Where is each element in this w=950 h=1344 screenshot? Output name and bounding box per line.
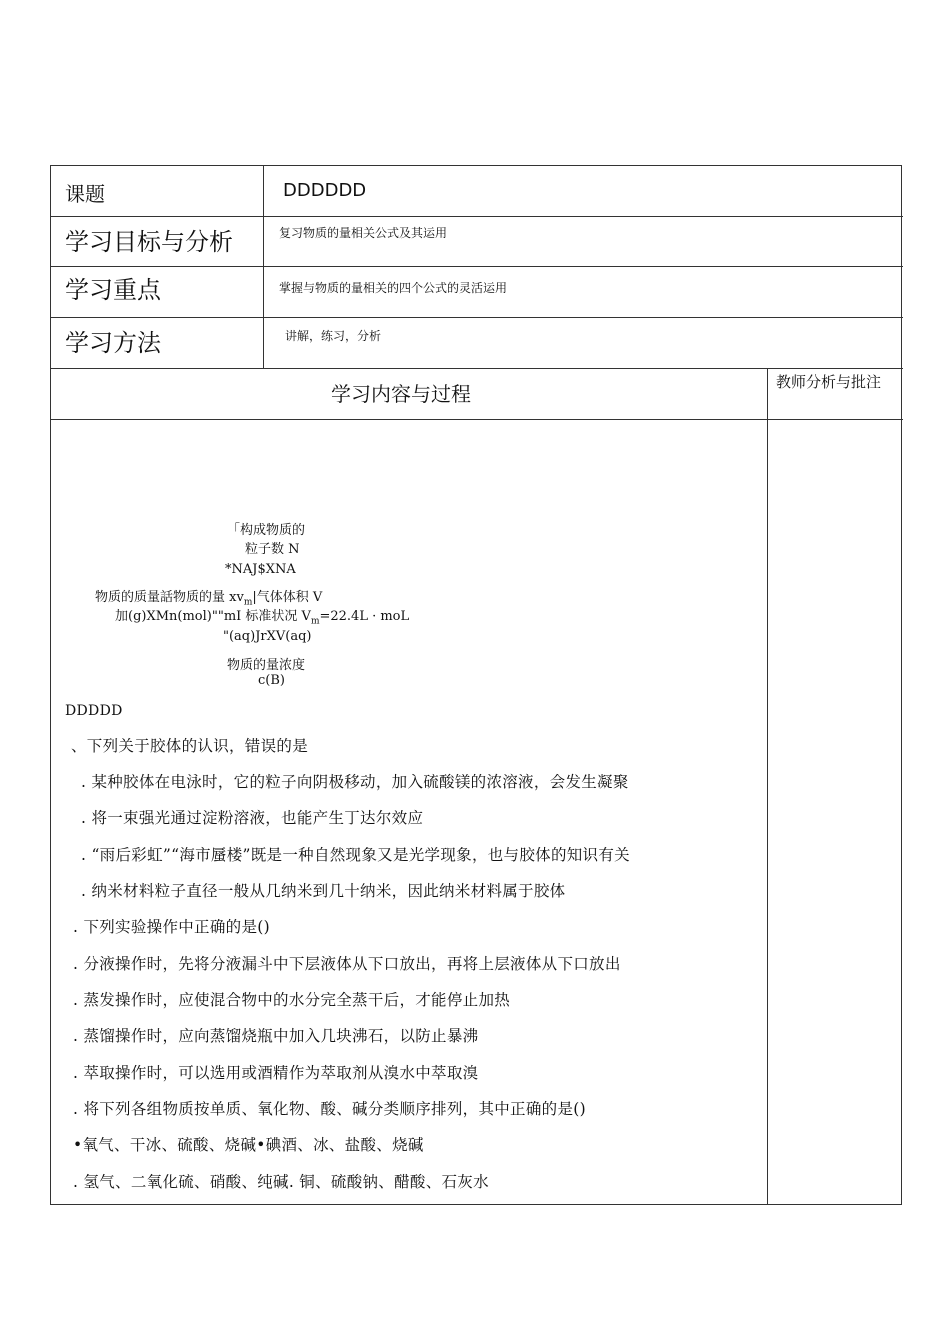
question-line: . 氢气、二氧化硫、硝酸、纯碱. 铜、硫酸钠、醋酸、石灰水	[73, 1173, 489, 1191]
question-line: •氧气、干冰、硫酸、烧碱•碘酒、冰、盐酸、烧碱	[73, 1136, 424, 1154]
method-label: 学习方法	[65, 329, 161, 357]
question-line: 、下列关于胶体的认识，错误的是	[71, 737, 309, 755]
diagram-line: "(aq)JrXV(aq)	[223, 629, 312, 644]
question-line: . 纳米材料粒子直径一般从几纳米到几十纳米，因此纳米材料属于胶体	[81, 882, 566, 900]
question-line: . 分液操作时，先将分液漏斗中下层液体从下口放出，再将上层液体从下口放出	[73, 955, 621, 973]
teacher-header: 教师分析与批注	[776, 373, 882, 391]
row-divider	[51, 419, 903, 420]
question-line: . 蒸发操作时，应使混合物中的水分完全蒸干后，才能停止加热	[73, 991, 511, 1009]
column-divider	[767, 368, 768, 1204]
row-divider	[51, 317, 903, 318]
section-title: DDDDD	[65, 703, 123, 719]
diagram-line: 物质的质量話物质的量 $xv_m|$气体体积 V	[95, 590, 323, 608]
diagram-line: 加(g)XMn(mol)""mI 标准状况 $V_m=22.4L$ · moL	[115, 609, 410, 627]
row-divider	[51, 266, 903, 267]
column-divider	[263, 166, 264, 368]
method-value: 讲解，练习，分析	[285, 329, 382, 343]
question-line: . “雨后彩虹”“海市蜃楼”既是一种自然现象又是光学现象，也与胶体的知识有关	[81, 846, 630, 864]
diagram-line: 「构成物质的	[227, 523, 306, 538]
question-line: . 蒸馏操作时，应向蒸馏烧瓶中加入几块沸石，以防止暴沸	[73, 1027, 479, 1045]
goals-value: 复习物质的量相关公式及其运用	[279, 226, 448, 240]
lesson-plan-table	[50, 165, 902, 1205]
question-line: . 萃取操作时，可以选用或酒精作为萃取剂从溴水中萃取溴	[73, 1064, 479, 1082]
topic-value: DDDDDD	[283, 180, 367, 201]
question-line: . 将一束强光通过淀粉溶液，也能产生丁达尔效应	[81, 809, 424, 827]
diagram-line: 物质的量浓度	[227, 658, 306, 673]
focus-value: 掌握与物质的量相关的四个公式的灵活运用	[279, 281, 508, 295]
question-line: . 某种胶体在电泳时，它的粒子向阴极移动，加入硫酸镁的浓溶液，会发生凝聚	[81, 773, 629, 791]
diagram-line: 粒子数 N	[245, 542, 300, 557]
question-line: . 将下列各组物质按单质、氧化物、酸、碱分类顺序排列，其中正确的是()	[73, 1100, 586, 1118]
focus-label: 学习重点	[65, 276, 161, 304]
question-line: . 下列实验操作中正确的是()	[73, 918, 270, 936]
topic-label: 课题	[65, 182, 105, 206]
row-divider	[51, 368, 903, 369]
diagram-line: c(B)	[258, 673, 285, 688]
diagram-line: *NAJ$XNA	[225, 562, 296, 577]
content-header: 学习内容与过程	[331, 382, 471, 406]
row-divider	[51, 216, 903, 217]
goals-label: 学习目标与分析	[65, 228, 233, 256]
